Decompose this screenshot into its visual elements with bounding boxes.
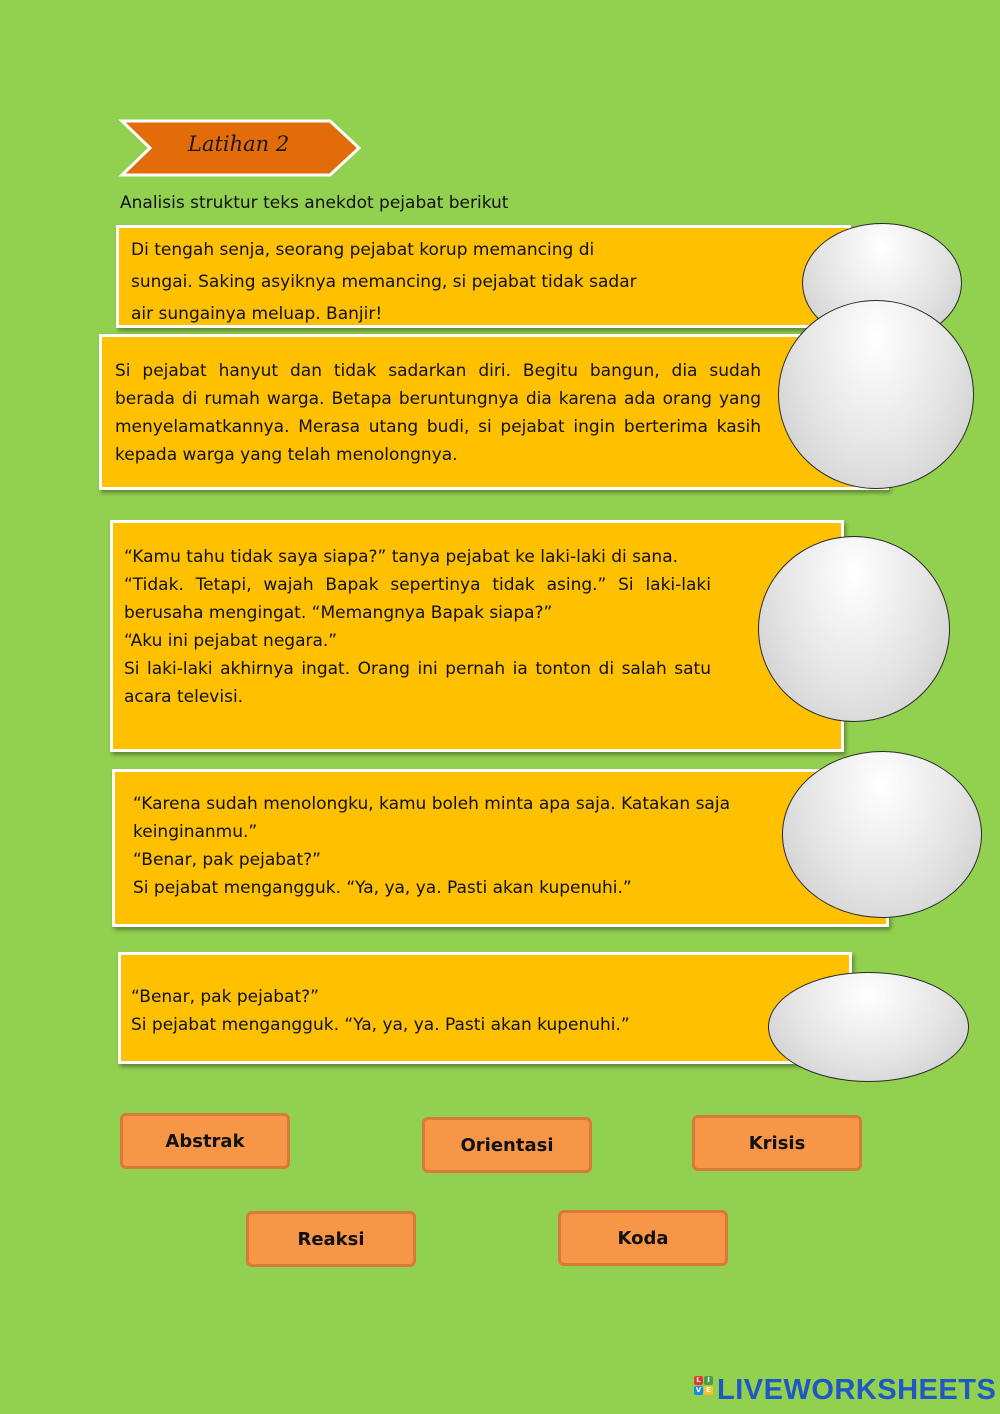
passage-box-2 xyxy=(99,334,889,490)
liveworksheets-logo-icon xyxy=(694,1376,713,1405)
logo-letter: L xyxy=(694,1376,703,1385)
option-abstrak[interactable]: Abstrak xyxy=(120,1113,290,1169)
passage-box-1 xyxy=(116,225,851,328)
passage-line: “Aku ini pejabat negara.” xyxy=(124,631,338,651)
answer-drop-zone-3[interactable] xyxy=(758,536,950,722)
option-koda[interactable]: Koda xyxy=(558,1210,728,1266)
answer-drop-zone-4[interactable] xyxy=(782,751,982,918)
logo-letter: E xyxy=(704,1386,713,1395)
passage-line: sungai. Saking asyiknya memancing, si pejabat tidak sadar xyxy=(131,272,637,292)
instruction-text: Analisis struktur teks anekdot pejabat berikut xyxy=(120,193,509,213)
liveworksheets-logo xyxy=(694,1374,996,1407)
passage-line: Si pejabat mengangguk. “Ya, ya, ya. Pasti akan kupenuhi.” xyxy=(131,1015,630,1035)
answer-drop-zone-5[interactable] xyxy=(768,972,969,1082)
title-banner xyxy=(118,118,362,178)
passage-line: air sungainya meluap. Banjir! xyxy=(131,304,383,324)
option-orientasi[interactable]: Orientasi xyxy=(422,1117,592,1173)
passage-line: “Benar, pak pejabat?” xyxy=(131,987,319,1007)
brand-name: LIVEWORKSHEETS xyxy=(717,1374,997,1406)
passage-line: “Tidak. Tetapi, wajah Bapak sepertinya tidak asing.” Si laki-laki berusaha mengingat. “Memangnya Bapak siapa?” xyxy=(124,575,711,623)
title-text: Latihan 2 xyxy=(188,132,290,156)
passage-line: “Benar, pak pejabat?” xyxy=(133,850,321,870)
logo-letter: I xyxy=(704,1376,713,1385)
passage-line: “Kamu tahu tidak saya siapa?” tanya pejabat ke laki-laki di sana. xyxy=(124,547,679,567)
passage-line: Di tengah senja, seorang pejabat korup memancing di xyxy=(131,240,595,260)
passage-box-5 xyxy=(118,952,852,1064)
answer-drop-zone-2[interactable] xyxy=(778,300,974,489)
option-reaksi[interactable]: Reaksi xyxy=(246,1211,416,1267)
option-krisis[interactable]: Krisis xyxy=(692,1115,862,1171)
logo-letter: V xyxy=(695,1386,702,1394)
passage-line: Si laki-laki akhirnya ingat. Orang ini pernah ia tonton di salah satu acara televisi. xyxy=(124,659,711,707)
passage-line: “Karena sudah menolongku, kamu boleh minta apa saja. Katakan saja keinginanmu.” xyxy=(133,794,730,842)
passage-box-4 xyxy=(112,769,889,927)
passage-text: Si pejabat hanyut dan tidak sadarkan diri. Begitu bangun, dia sudah berada di rumah warga. Betapa beruntungnya dia karena ada orang yang menyelamatkannya. Merasa utang budi, si pejabat ingin berterima kasih kepada warga yang telah menolongnya. xyxy=(115,361,761,465)
passage-line: Si pejabat mengangguk. “Ya, ya, ya. Pasti akan kupenuhi.” xyxy=(133,878,632,898)
passage-box-3 xyxy=(110,520,844,752)
